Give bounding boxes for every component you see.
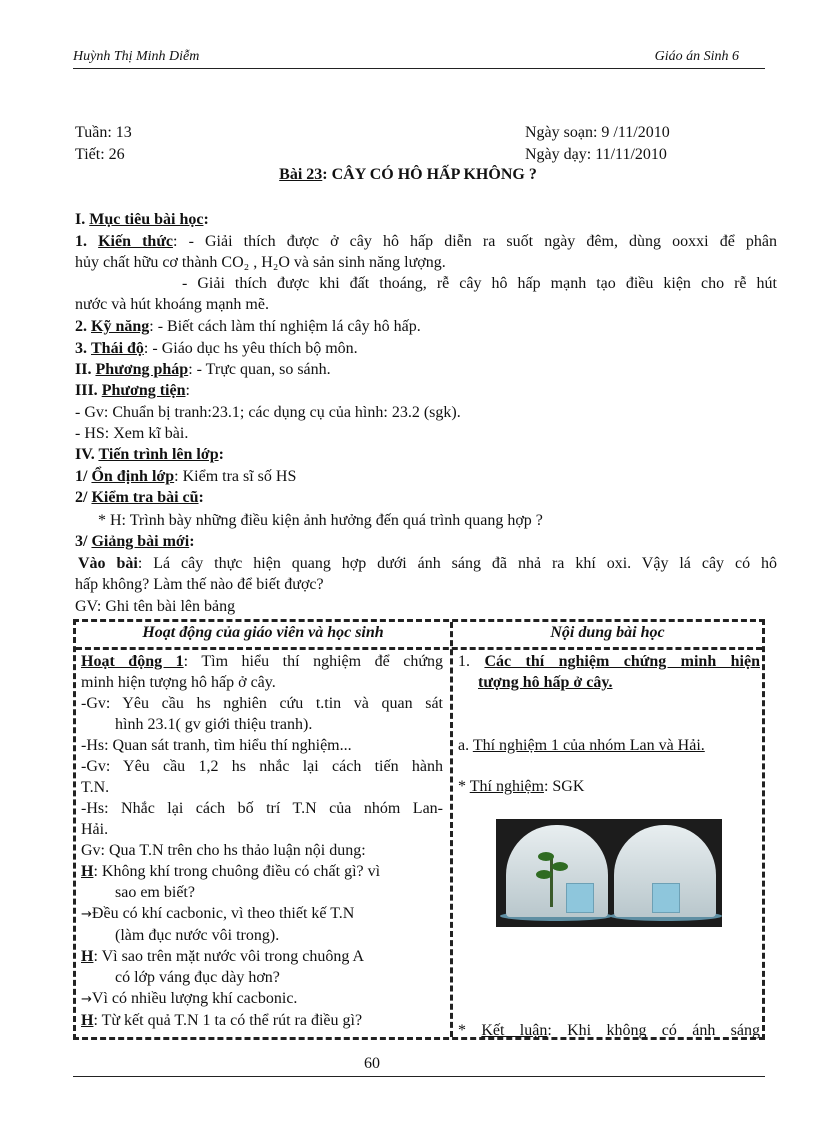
h-mark: H <box>81 1012 94 1029</box>
experiment-note <box>458 776 760 797</box>
item-text: : - Giải thích được ở cây hô hấp diễn ra suốt ngày đêm, dùng ooxxi để phân <box>173 233 777 250</box>
leaf <box>536 870 552 879</box>
conclusion <box>458 1020 760 1041</box>
question-2 <box>81 946 443 967</box>
left-line: -Hs: Nhắc lại cách bố trí T.N của nhóm Lan- <box>81 800 443 817</box>
teach-date: Ngày dạy: 11/11/2010 <box>525 146 667 163</box>
content-heading-1b <box>458 672 760 693</box>
author-name: Huỳnh Thị Minh Diễm <box>73 49 200 64</box>
lesson-title <box>0 166 816 184</box>
left-column <box>81 651 443 1031</box>
question-2b: có lớp váng đục dày hơn? <box>115 969 280 986</box>
intro-text: : Lá cây thực hiện quang hợp dưới ánh sáng đã nhả ra khí oxi. Vậy lá cây có hô <box>137 555 777 572</box>
content-label: tượng hô hấp ở cây. <box>478 674 613 691</box>
dates <box>525 122 670 166</box>
intro-label: Vào bài <box>78 555 138 572</box>
colon: : <box>185 382 190 399</box>
experiment-figure <box>496 819 722 927</box>
footer-rule <box>73 1075 765 1077</box>
means-gv: - Gv: Chuẩn bị tranh:23.1; các dụng cụ của hình: 23.2 (sgk). <box>75 404 461 421</box>
question-1 <box>81 861 443 882</box>
activity-line2: minh hiện tượng hô hấp ở cây. <box>81 674 276 691</box>
star: * <box>458 1022 466 1039</box>
means-hs: - HS: Xem kĩ bài. <box>75 425 189 442</box>
plant-stem <box>550 855 553 907</box>
activity-label: Hoạt động 1 <box>81 653 184 670</box>
experiment-line <box>458 776 760 797</box>
note-text: : SGK <box>543 778 585 795</box>
class-check-line <box>75 466 777 487</box>
item-label: Thái độ <box>91 340 144 357</box>
leaf <box>552 862 568 871</box>
item-text: : - Giáo dục hs yêu thích bộ môn. <box>143 340 358 357</box>
methods-line <box>75 359 777 380</box>
item-num: 1/ <box>75 468 88 485</box>
conclusion-label: Kết luận <box>481 1022 548 1039</box>
answer-1b: (làm đục nước vôi trong). <box>115 927 280 944</box>
section-label: Mục tiêu bài học <box>89 211 204 228</box>
content-heading-1 <box>458 651 760 672</box>
section-num: III. <box>75 382 98 399</box>
question-text: : Từ kết quả T.N 1 ta có thể rút ra điều gì? <box>93 1012 363 1029</box>
left-line: -Hs: Quan sát tranh, tìm hiểu thí nghiệm... <box>81 737 352 754</box>
answer-2 <box>81 988 443 1010</box>
item-label: Kiến thức <box>98 233 174 250</box>
left-line: -Gv: Yêu cầu 1,2 hs nhắc lại cách tiến hành <box>81 758 443 775</box>
column-divider <box>450 622 453 1037</box>
answer-1 <box>81 903 443 925</box>
conclusion-line <box>458 1020 760 1041</box>
section-label: Phương pháp <box>95 361 189 378</box>
item-num: 3/ <box>75 533 88 550</box>
head-left: Hoạt động của giáo viên và học sinh <box>142 624 384 641</box>
section-objectives: I. Mục tiêu bài học: <box>75 211 209 228</box>
page-number: 60 <box>364 1055 380 1072</box>
conclusion-text: : Khi không có ánh sáng <box>547 1022 761 1039</box>
h-mark: H <box>81 948 94 965</box>
item-label: Ổn định lớp <box>91 468 175 485</box>
skills-line <box>75 316 777 337</box>
left-line: Gv: Qua T.N trên cho hs thảo luận nội dung: <box>81 842 366 859</box>
lesson-number: Bài 23 <box>279 166 323 183</box>
left-line: T.N. <box>81 779 110 796</box>
beaker-b <box>652 883 680 913</box>
left-line: Hải. <box>81 821 109 838</box>
question-3 <box>81 1010 443 1031</box>
knowledge-line2: hủy chất hữu cơ thành CO₂ , H₂O và sản sinh năng lượng. <box>75 254 446 271</box>
week-period <box>75 122 132 166</box>
intro-line1 <box>78 553 777 574</box>
gv-note: GV: Ghi tên bài lên bảng <box>75 598 236 615</box>
experiment-1 <box>458 735 760 756</box>
week: Tuần: 13 <box>75 124 132 141</box>
means-line <box>75 380 777 401</box>
procedure-line: IV. Tiến trình lên lớp: <box>75 446 224 463</box>
item-text: : - Trực quan, so sánh. <box>188 361 331 378</box>
item-num: 2. <box>75 318 87 335</box>
running-header <box>73 48 765 69</box>
arrow-icon: → <box>81 992 92 1007</box>
header-divider <box>76 647 762 650</box>
answer-text: Đều có khí cacbonic, vì theo thiết kế T.N <box>91 905 355 922</box>
section-num: I. <box>75 211 86 228</box>
activity-text: : Tìm hiểu thí nghiệm để chứng <box>183 653 444 670</box>
lesson-name: : CÂY CÓ HÔ HẤP KHÔNG ? <box>322 166 537 183</box>
h-mark: H <box>81 863 94 880</box>
section-num: IV. <box>75 446 95 463</box>
period: Tiết: 26 <box>75 146 125 163</box>
prep-date: Ngày soạn: 9 /11/2010 <box>525 124 670 141</box>
item-label: Kỹ năng <box>91 318 150 335</box>
knowledge-line4: nước và hút khoáng mạnh mẽ. <box>75 296 269 313</box>
attitude-line <box>75 338 777 359</box>
arrow-icon: → <box>81 907 92 922</box>
section-label: Tiến trình lên lớp <box>98 446 219 463</box>
item-label: Kiểm tra bài cũ <box>91 489 199 506</box>
left-line: -Gv: Yêu cầu hs nghiên cứu t.tin và quan sát <box>81 695 443 712</box>
old-lesson-question: * H: Trình bày những điều kiện ảnh hưởng đến quá trình quang hợp ? <box>98 512 543 529</box>
item-num: 2/ <box>75 489 88 506</box>
note-label: Thí nghiệm <box>469 778 544 795</box>
section-label: Phương tiện <box>101 382 186 399</box>
activity-line1 <box>81 651 443 672</box>
knowledge-line3: - Giải thích được khi đất thoáng, rễ cây hô hấp mạnh tạo điều kiện cho rễ hút <box>182 275 777 292</box>
content-num: 1. <box>458 653 470 670</box>
item-text: : - Biết cách làm thí nghiệm lá cây hô hấp. <box>149 318 421 335</box>
item-label: Giảng bài mới <box>91 533 190 550</box>
leaf <box>538 852 554 861</box>
old-lesson-check: 2/ Kiểm tra bài cũ: <box>75 489 204 506</box>
content-label: Các thí nghiệm chứng minh hiện <box>484 653 760 670</box>
intro-line2: hấp không? Làm thế nào để biết được? <box>75 576 324 593</box>
star: * <box>458 778 466 795</box>
experiment-1-title <box>458 735 760 756</box>
question-text: : Vì sao trên mặt nước vôi trong chuông A <box>93 948 365 965</box>
question-1b: sao em biết? <box>115 884 195 901</box>
head-right: Nội dung bài học <box>550 624 665 641</box>
left-line: hình 23.1( gv giới thiệu tranh). <box>115 716 313 733</box>
item-num: 3. <box>75 340 87 357</box>
item-num: 1. <box>75 233 87 250</box>
sub-label: Thí nghiệm 1 của nhóm Lan và Hải. <box>472 737 705 754</box>
sub-prefix: a. <box>458 737 470 754</box>
right-column <box>458 651 760 693</box>
answer-text: Vì có nhiều lượng khí cacbonic. <box>91 990 298 1007</box>
beaker-a <box>566 883 594 913</box>
section-num: II. <box>75 361 92 378</box>
subject-name: Giáo án Sinh 6 <box>654 49 739 64</box>
new-lesson-line: 3/ Giảng bài mới: <box>75 533 195 550</box>
knowledge-line1 <box>75 231 777 252</box>
item-text: : Kiểm tra sĩ số HS <box>174 468 297 485</box>
question-text: : Không khí trong chuông điều có chất gì? vì <box>93 863 381 880</box>
